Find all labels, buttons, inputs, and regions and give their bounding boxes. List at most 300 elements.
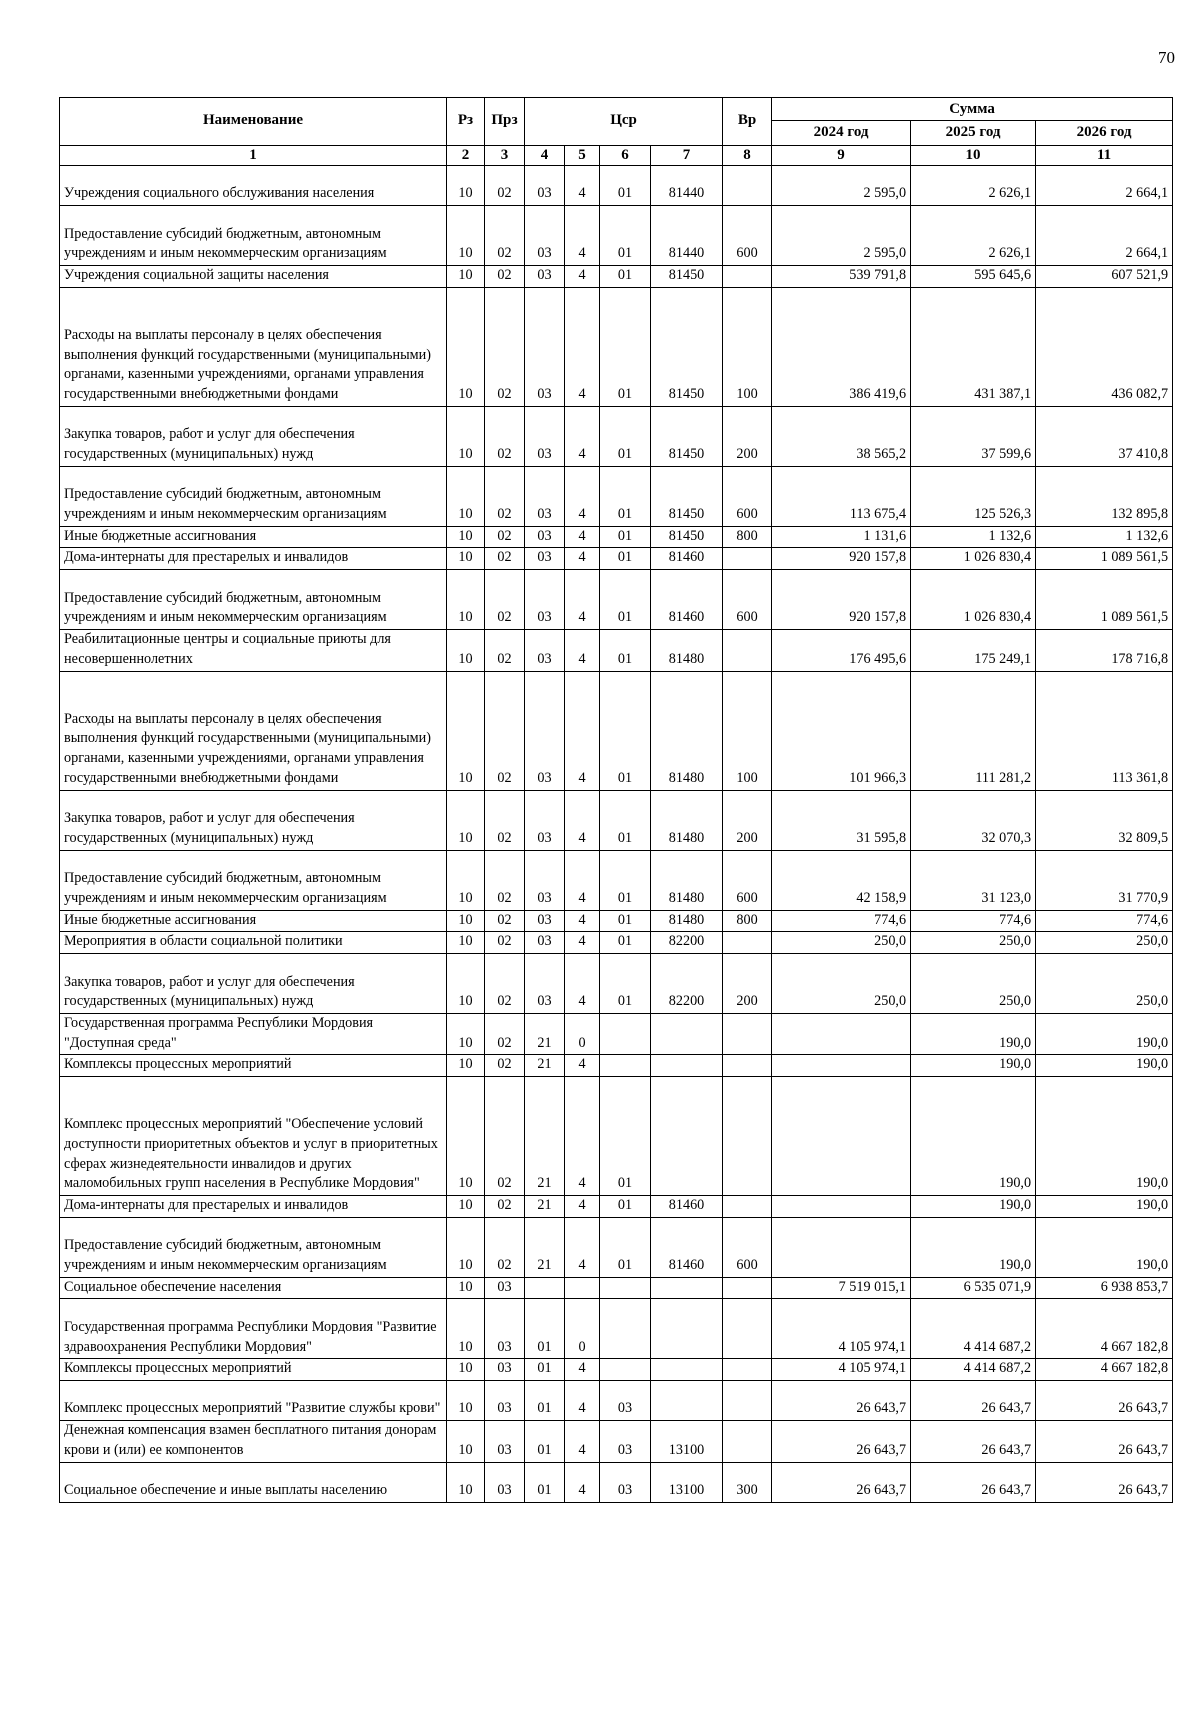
- column-number: 2: [447, 146, 485, 166]
- row-name: Комплекс процессных мероприятий "Развитие службы крови": [60, 1381, 447, 1421]
- row-csr-complex: [600, 1055, 651, 1077]
- row-vr: [723, 1013, 772, 1054]
- row-csr-direction: 81480: [651, 671, 723, 790]
- header-prz: Прз: [485, 98, 525, 146]
- table-row: [60, 266, 1173, 288]
- row-csr-type: 4: [565, 1196, 600, 1218]
- row-prz: 03: [485, 1421, 525, 1462]
- row-prz: 03: [485, 1462, 525, 1502]
- row-amount-2025: 32 070,3: [911, 790, 1036, 850]
- row-amount-2025: 595 645,6: [911, 266, 1036, 288]
- row-csr-type: 4: [565, 570, 600, 630]
- row-amount-2024: 539 791,8: [772, 266, 911, 288]
- row-amount-2026: 2 664,1: [1036, 166, 1173, 206]
- row-amount-2026: 190,0: [1036, 1217, 1173, 1277]
- row-csr-direction: [651, 1013, 723, 1054]
- row-amount-2026: 190,0: [1036, 1013, 1173, 1054]
- column-number: 4: [525, 146, 565, 166]
- row-rz: 10: [447, 1277, 485, 1299]
- row-csr-type: 4: [565, 548, 600, 570]
- row-csr-direction: 81480: [651, 790, 723, 850]
- row-csr-program: 03: [525, 206, 565, 266]
- row-csr-type: 4: [565, 1421, 600, 1462]
- row-prz: 02: [485, 1013, 525, 1054]
- row-amount-2026: 190,0: [1036, 1196, 1173, 1218]
- row-csr-complex: 01: [600, 406, 651, 466]
- row-vr: [723, 1299, 772, 1359]
- row-rz: 10: [447, 548, 485, 570]
- row-csr-direction: 81460: [651, 1196, 723, 1218]
- row-csr-direction: 81480: [651, 850, 723, 910]
- row-name: Социальное обеспечение населения: [60, 1277, 447, 1299]
- row-amount-2026: 1 089 561,5: [1036, 570, 1173, 630]
- row-csr-complex: 01: [600, 206, 651, 266]
- row-rz: 10: [447, 1299, 485, 1359]
- row-rz: 10: [447, 1077, 485, 1196]
- row-csr-direction: [651, 1055, 723, 1077]
- row-prz: 02: [485, 1196, 525, 1218]
- row-csr-program: [525, 1277, 565, 1299]
- row-csr-program: 01: [525, 1381, 565, 1421]
- row-name: Учреждения социального обслуживания населения: [60, 166, 447, 206]
- row-name: Расходы на выплаты персоналу в целях обеспечения выполнения функций государственными (муниципальными) органами, казенными учреждениями, органами управления государственными внебюджетными фондами: [60, 671, 447, 790]
- row-name: Комплекс процессных мероприятий "Обеспечение условий доступности приоритетных объектов и услуг в приоритетных сферах жизнедеятельности инвалидов и других маломобильных групп населения в Республике Мордовия": [60, 1077, 447, 1196]
- row-csr-program: 03: [525, 932, 565, 954]
- row-prz: 02: [485, 287, 525, 406]
- header-year-2025: 2025 год: [911, 121, 1036, 146]
- row-csr-type: 4: [565, 1217, 600, 1277]
- row-name: Государственная программа Республики Мордовия "Развитие здравоохранения Республики Мордовия": [60, 1299, 447, 1359]
- column-number: 6: [600, 146, 651, 166]
- row-csr-direction: 81460: [651, 548, 723, 570]
- row-amount-2024: 38 565,2: [772, 406, 911, 466]
- row-csr-direction: 81440: [651, 166, 723, 206]
- row-csr-program: 21: [525, 1077, 565, 1196]
- column-number: 5: [565, 146, 600, 166]
- row-csr-program: 03: [525, 466, 565, 526]
- row-amount-2026: 26 643,7: [1036, 1421, 1173, 1462]
- table-row: [60, 1055, 1173, 1077]
- row-amount-2024: 113 675,4: [772, 466, 911, 526]
- row-rz: 10: [447, 671, 485, 790]
- row-amount-2026: 4 667 182,8: [1036, 1299, 1173, 1359]
- row-csr-program: 03: [525, 166, 565, 206]
- row-csr-program: 01: [525, 1421, 565, 1462]
- row-csr-direction: 81480: [651, 910, 723, 932]
- row-csr-complex: 01: [600, 466, 651, 526]
- row-name: Предоставление субсидий бюджетным, автономным учреждениям и иным некоммерческим организациям: [60, 850, 447, 910]
- row-csr-complex: 03: [600, 1421, 651, 1462]
- row-amount-2024: 26 643,7: [772, 1462, 911, 1502]
- row-rz: 10: [447, 953, 485, 1013]
- row-csr-program: 03: [525, 570, 565, 630]
- row-prz: 02: [485, 206, 525, 266]
- table-row: [60, 1462, 1173, 1502]
- row-prz: 02: [485, 790, 525, 850]
- row-csr-complex: 01: [600, 790, 651, 850]
- row-amount-2026: 26 643,7: [1036, 1381, 1173, 1421]
- table-header: [60, 98, 1173, 166]
- header-csr: Цср: [525, 98, 723, 146]
- row-vr: [723, 1055, 772, 1077]
- row-amount-2026: 774,6: [1036, 910, 1173, 932]
- row-vr: 100: [723, 671, 772, 790]
- row-csr-direction: 81460: [651, 1217, 723, 1277]
- row-csr-direction: [651, 1381, 723, 1421]
- row-csr-complex: [600, 1299, 651, 1359]
- table-row: [60, 1277, 1173, 1299]
- row-csr-direction: [651, 1077, 723, 1196]
- row-amount-2025: 250,0: [911, 932, 1036, 954]
- row-amount-2026: 250,0: [1036, 932, 1173, 954]
- row-rz: 10: [447, 1055, 485, 1077]
- row-amount-2026: 436 082,7: [1036, 287, 1173, 406]
- row-csr-program: 01: [525, 1462, 565, 1502]
- row-csr-program: 03: [525, 910, 565, 932]
- row-prz: 03: [485, 1359, 525, 1381]
- row-csr-program: 03: [525, 548, 565, 570]
- row-rz: 10: [447, 1359, 485, 1381]
- row-amount-2025: 26 643,7: [911, 1421, 1036, 1462]
- row-vr: [723, 1381, 772, 1421]
- row-name: Государственная программа Республики Мордовия "Доступная среда": [60, 1013, 447, 1054]
- row-prz: 02: [485, 1055, 525, 1077]
- row-amount-2024: 250,0: [772, 953, 911, 1013]
- row-csr-direction: 81450: [651, 287, 723, 406]
- row-amount-2024: 176 495,6: [772, 630, 911, 671]
- table-row: [60, 548, 1173, 570]
- row-amount-2026: 132 895,8: [1036, 466, 1173, 526]
- row-amount-2025: 1 026 830,4: [911, 548, 1036, 570]
- table-row: [60, 1013, 1173, 1054]
- row-vr: [723, 1277, 772, 1299]
- row-csr-program: 21: [525, 1055, 565, 1077]
- row-rz: 10: [447, 850, 485, 910]
- column-number: 1: [60, 146, 447, 166]
- row-name: Предоставление субсидий бюджетным, автономным учреждениям и иным некоммерческим организациям: [60, 466, 447, 526]
- row-amount-2026: 26 643,7: [1036, 1462, 1173, 1502]
- column-numbers-row: [60, 146, 1173, 166]
- row-amount-2024: 4 105 974,1: [772, 1359, 911, 1381]
- row-vr: 600: [723, 466, 772, 526]
- row-prz: 03: [485, 1277, 525, 1299]
- column-number: 7: [651, 146, 723, 166]
- header-rz: Рз: [447, 98, 485, 146]
- row-vr: [723, 932, 772, 954]
- row-csr-type: 4: [565, 406, 600, 466]
- row-vr: [723, 1359, 772, 1381]
- table-row: [60, 406, 1173, 466]
- row-csr-type: 4: [565, 850, 600, 910]
- row-csr-direction: 81480: [651, 630, 723, 671]
- row-csr-type: 0: [565, 1013, 600, 1054]
- row-csr-type: 4: [565, 166, 600, 206]
- row-csr-program: 03: [525, 630, 565, 671]
- row-csr-type: 4: [565, 1055, 600, 1077]
- row-amount-2026: 250,0: [1036, 953, 1173, 1013]
- row-csr-direction: 82200: [651, 953, 723, 1013]
- row-csr-type: 0: [565, 1299, 600, 1359]
- table-row: [60, 1299, 1173, 1359]
- header-summa: Сумма: [772, 98, 1173, 121]
- row-name: Предоставление субсидий бюджетным, автономным учреждениям и иным некоммерческим организациям: [60, 570, 447, 630]
- row-csr-type: 4: [565, 1381, 600, 1421]
- table-row: [60, 206, 1173, 266]
- row-amount-2024: [772, 1217, 911, 1277]
- row-amount-2024: 31 595,8: [772, 790, 911, 850]
- row-csr-direction: 81450: [651, 526, 723, 548]
- row-vr: 600: [723, 206, 772, 266]
- row-prz: 02: [485, 526, 525, 548]
- row-prz: 02: [485, 953, 525, 1013]
- row-amount-2024: [772, 1077, 911, 1196]
- row-vr: 800: [723, 526, 772, 548]
- row-csr-direction: 13100: [651, 1421, 723, 1462]
- row-csr-program: 03: [525, 953, 565, 1013]
- row-csr-type: 4: [565, 287, 600, 406]
- row-name: Денежная компенсация взамен бесплатного питания донорам крови и (или) ее компонентов: [60, 1421, 447, 1462]
- row-vr: 200: [723, 406, 772, 466]
- row-amount-2026: 607 521,9: [1036, 266, 1173, 288]
- row-csr-complex: 01: [600, 630, 651, 671]
- row-csr-complex: 01: [600, 953, 651, 1013]
- row-csr-program: 03: [525, 850, 565, 910]
- row-csr-program: 21: [525, 1013, 565, 1054]
- row-prz: 02: [485, 910, 525, 932]
- row-csr-complex: 03: [600, 1462, 651, 1502]
- row-name: Иные бюджетные ассигнования: [60, 526, 447, 548]
- row-vr: 800: [723, 910, 772, 932]
- row-csr-complex: 01: [600, 1077, 651, 1196]
- row-csr-direction: 81440: [651, 206, 723, 266]
- row-csr-program: 01: [525, 1299, 565, 1359]
- row-amount-2026: 37 410,8: [1036, 406, 1173, 466]
- row-vr: 100: [723, 287, 772, 406]
- row-amount-2026: 4 667 182,8: [1036, 1359, 1173, 1381]
- row-vr: 300: [723, 1462, 772, 1502]
- row-amount-2025: 250,0: [911, 953, 1036, 1013]
- table-row: [60, 1359, 1173, 1381]
- row-csr-complex: 01: [600, 266, 651, 288]
- row-prz: 03: [485, 1299, 525, 1359]
- row-csr-type: [565, 1277, 600, 1299]
- table-row: [60, 526, 1173, 548]
- row-rz: 10: [447, 1217, 485, 1277]
- row-name: Дома-интернаты для престарелых и инвалидов: [60, 548, 447, 570]
- row-csr-type: 4: [565, 932, 600, 954]
- row-amount-2026: 178 716,8: [1036, 630, 1173, 671]
- row-rz: 10: [447, 630, 485, 671]
- row-prz: 02: [485, 1077, 525, 1196]
- table-row: [60, 1381, 1173, 1421]
- row-prz: 02: [485, 1217, 525, 1277]
- row-amount-2026: 6 938 853,7: [1036, 1277, 1173, 1299]
- row-amount-2025: 26 643,7: [911, 1381, 1036, 1421]
- row-csr-complex: 01: [600, 548, 651, 570]
- table-row: [60, 466, 1173, 526]
- row-vr: 200: [723, 953, 772, 1013]
- row-csr-program: 03: [525, 790, 565, 850]
- row-rz: 10: [447, 287, 485, 406]
- row-amount-2025: 190,0: [911, 1077, 1036, 1196]
- row-amount-2026: 190,0: [1036, 1077, 1173, 1196]
- row-amount-2024: 42 158,9: [772, 850, 911, 910]
- row-name: Предоставление субсидий бюджетным, автономным учреждениям и иным некоммерческим организациям: [60, 206, 447, 266]
- row-rz: 10: [447, 1196, 485, 1218]
- row-amount-2024: 2 595,0: [772, 206, 911, 266]
- row-name: Комплексы процессных мероприятий: [60, 1055, 447, 1077]
- table-row: [60, 287, 1173, 406]
- row-csr-type: 4: [565, 953, 600, 1013]
- row-rz: 10: [447, 1013, 485, 1054]
- table-row: [60, 671, 1173, 790]
- row-amount-2025: 4 414 687,2: [911, 1359, 1036, 1381]
- row-amount-2026: 2 664,1: [1036, 206, 1173, 266]
- row-vr: [723, 1077, 772, 1196]
- row-csr-type: 4: [565, 1462, 600, 1502]
- row-amount-2025: 26 643,7: [911, 1462, 1036, 1502]
- row-name: Закупка товаров, работ и услуг для обеспечения государственных (муниципальных) нужд: [60, 953, 447, 1013]
- row-name: Иные бюджетные ассигнования: [60, 910, 447, 932]
- row-csr-program: 21: [525, 1217, 565, 1277]
- row-amount-2025: 190,0: [911, 1196, 1036, 1218]
- row-amount-2025: 774,6: [911, 910, 1036, 932]
- row-csr-type: 4: [565, 1359, 600, 1381]
- row-rz: 10: [447, 526, 485, 548]
- row-csr-direction: 13100: [651, 1462, 723, 1502]
- row-csr-complex: 01: [600, 287, 651, 406]
- row-vr: 600: [723, 850, 772, 910]
- row-amount-2024: [772, 1013, 911, 1054]
- row-amount-2024: 250,0: [772, 932, 911, 954]
- row-vr: [723, 166, 772, 206]
- row-csr-type: 4: [565, 266, 600, 288]
- row-amount-2025: 175 249,1: [911, 630, 1036, 671]
- row-csr-program: 03: [525, 287, 565, 406]
- row-amount-2024: 26 643,7: [772, 1381, 911, 1421]
- row-rz: 10: [447, 1421, 485, 1462]
- row-amount-2026: 1 132,6: [1036, 526, 1173, 548]
- row-rz: 10: [447, 1381, 485, 1421]
- row-rz: 10: [447, 266, 485, 288]
- row-prz: 02: [485, 850, 525, 910]
- table-row: [60, 910, 1173, 932]
- row-amount-2024: 2 595,0: [772, 166, 911, 206]
- row-csr-type: 4: [565, 790, 600, 850]
- row-amount-2024: 920 157,8: [772, 548, 911, 570]
- row-prz: 02: [485, 630, 525, 671]
- table-row: [60, 166, 1173, 206]
- column-number: 10: [911, 146, 1036, 166]
- row-amount-2025: 190,0: [911, 1055, 1036, 1077]
- row-csr-program: 03: [525, 671, 565, 790]
- row-csr-direction: [651, 1277, 723, 1299]
- table-row: [60, 953, 1173, 1013]
- row-prz: 02: [485, 932, 525, 954]
- row-amount-2025: 190,0: [911, 1217, 1036, 1277]
- row-amount-2024: 4 105 974,1: [772, 1299, 911, 1359]
- row-amount-2025: 2 626,1: [911, 206, 1036, 266]
- row-name: Мероприятия в области социальной политики: [60, 932, 447, 954]
- row-amount-2025: 2 626,1: [911, 166, 1036, 206]
- row-csr-direction: [651, 1359, 723, 1381]
- row-name: Учреждения социальной защиты населения: [60, 266, 447, 288]
- row-rz: 10: [447, 406, 485, 466]
- row-csr-complex: 03: [600, 1381, 651, 1421]
- row-vr: [723, 1196, 772, 1218]
- row-amount-2026: 32 809,5: [1036, 790, 1173, 850]
- row-csr-type: 4: [565, 1077, 600, 1196]
- row-amount-2025: 1 132,6: [911, 526, 1036, 548]
- row-amount-2026: 1 089 561,5: [1036, 548, 1173, 570]
- row-csr-complex: [600, 1359, 651, 1381]
- row-csr-direction: 81460: [651, 570, 723, 630]
- row-csr-program: 03: [525, 406, 565, 466]
- row-amount-2026: 113 361,8: [1036, 671, 1173, 790]
- row-amount-2024: 101 966,3: [772, 671, 911, 790]
- row-vr: [723, 630, 772, 671]
- row-csr-complex: 01: [600, 526, 651, 548]
- row-csr-direction: [651, 1299, 723, 1359]
- row-prz: 02: [485, 166, 525, 206]
- row-prz: 02: [485, 548, 525, 570]
- row-rz: 10: [447, 206, 485, 266]
- table-row: [60, 1077, 1173, 1196]
- row-amount-2025: 31 123,0: [911, 850, 1036, 910]
- row-csr-complex: 01: [600, 932, 651, 954]
- row-csr-type: 4: [565, 910, 600, 932]
- row-csr-complex: 01: [600, 1217, 651, 1277]
- header-vr: Вр: [723, 98, 772, 146]
- row-prz: 03: [485, 1381, 525, 1421]
- table-row: [60, 630, 1173, 671]
- row-amount-2025: 111 281,2: [911, 671, 1036, 790]
- table-row: [60, 790, 1173, 850]
- row-csr-type: 4: [565, 466, 600, 526]
- row-name: Реабилитационные центры и социальные приюты для несовершеннолетних: [60, 630, 447, 671]
- page-number: 70: [1158, 48, 1175, 67]
- row-vr: 200: [723, 790, 772, 850]
- row-vr: 600: [723, 570, 772, 630]
- row-csr-direction: 81450: [651, 266, 723, 288]
- row-csr-program: 03: [525, 266, 565, 288]
- row-rz: 10: [447, 1462, 485, 1502]
- row-rz: 10: [447, 932, 485, 954]
- table-row: [60, 1217, 1173, 1277]
- row-amount-2024: [772, 1196, 911, 1218]
- row-name: Предоставление субсидий бюджетным, автономным учреждениям и иным некоммерческим организациям: [60, 1217, 447, 1277]
- row-rz: 10: [447, 166, 485, 206]
- row-csr-program: 01: [525, 1359, 565, 1381]
- row-csr-complex: 01: [600, 850, 651, 910]
- row-name: Закупка товаров, работ и услуг для обеспечения государственных (муниципальных) нужд: [60, 406, 447, 466]
- table-row: [60, 850, 1173, 910]
- row-csr-type: 4: [565, 526, 600, 548]
- row-csr-complex: 01: [600, 570, 651, 630]
- header-year-2026: 2026 год: [1036, 121, 1173, 146]
- row-name: Дома-интернаты для престарелых и инвалидов: [60, 1196, 447, 1218]
- header-name: Наименование: [60, 98, 447, 146]
- table-body: [60, 166, 1173, 1503]
- row-csr-type: 4: [565, 630, 600, 671]
- row-prz: 02: [485, 466, 525, 526]
- row-csr-type: 4: [565, 206, 600, 266]
- row-prz: 02: [485, 671, 525, 790]
- table-row: [60, 932, 1173, 954]
- row-amount-2026: 190,0: [1036, 1055, 1173, 1077]
- row-amount-2024: 920 157,8: [772, 570, 911, 630]
- row-rz: 10: [447, 910, 485, 932]
